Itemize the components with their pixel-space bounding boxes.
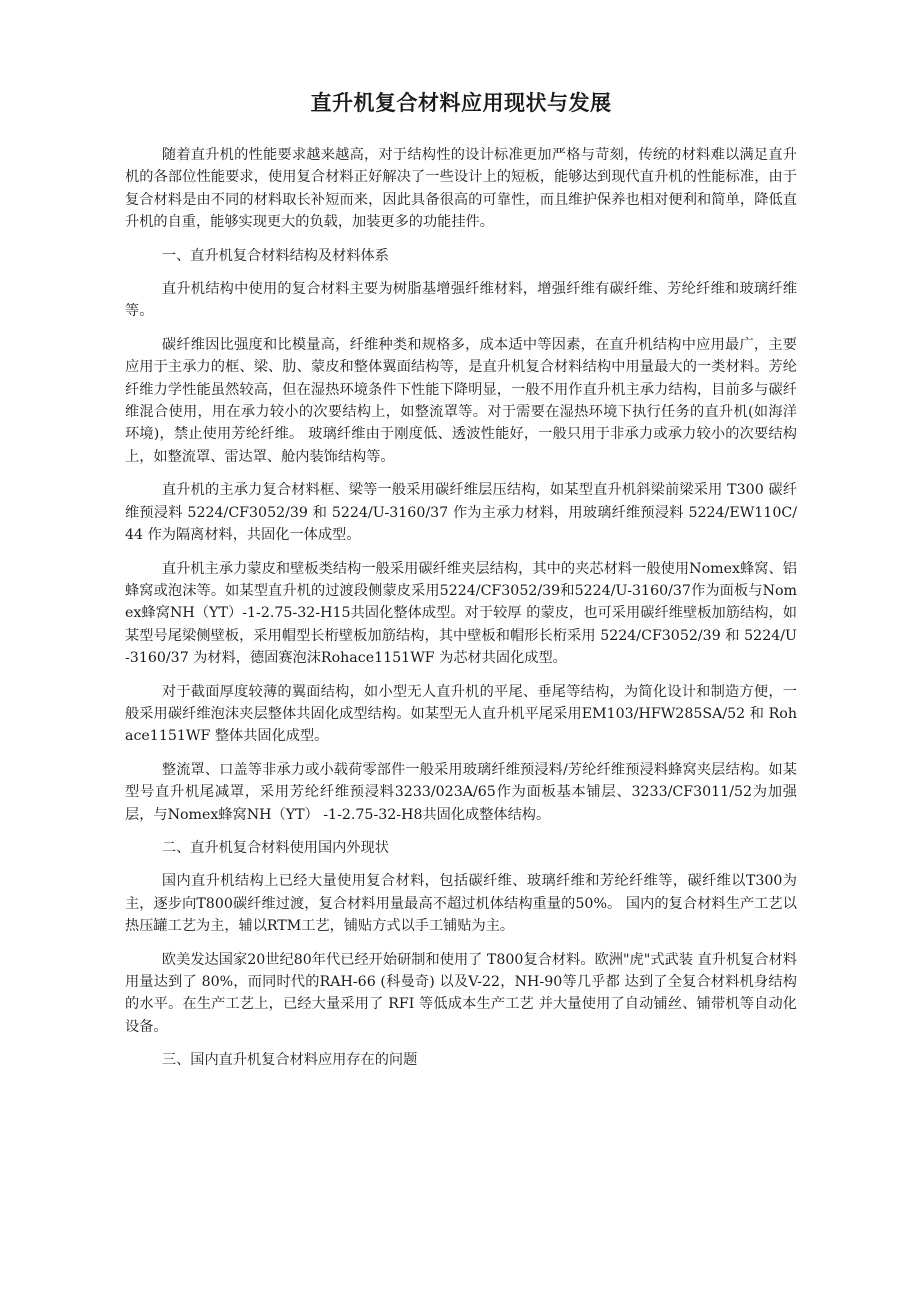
document-title: 直升机复合材料应用现状与发展: [310, 90, 612, 115]
paragraph: 随着直升机的性能要求越来越高，对于结构性的设计标准更加严格与苛刻，传统的材料难以满足直升机的各部位性能要求，使用复合材料正好解决了一些设计上的短板，能够达到现代直升机的性能标准，由于复合材料是由不同的材料取长补短而来，因此具备很高的可靠性，而且维护保养也相对便利和简单，降低直升机的自重，能够实现更大的负载，加装更多的功能挂件。: [125, 147, 797, 231]
section-heading: 一、直升机复合材料结构及材料体系: [161, 247, 389, 264]
paragraph: 直升机主承力蒙皮和壁板类结构一般采用碳纤维夹层结构，其中的夹芯材料一般使用Nomex蜂窝、铝蜂窝或泡沫等。如某型直升机的过渡段侧蒙皮采用5224/CF3052/39和5224/U-3160/37作为面板与Nomex蜂窝NH（YT）-1-2.75-32-H15共固化整体成型。对于较厚 的蒙皮，也可采用碳纤维壁板加筋结构，如某型号尾梁侧壁板，采用帽型长桁壁板加筋结构，其中壁板和帽形长桁采用 5224/CF3052/39 和 5224/U-3160/37 为材料，德固赛泡沫Rohace1151WF 为芯材共固化成型。: [125, 560, 797, 667]
paragraph: 国内直升机结构上已经大量使用复合材料，包括碳纤维、玻璃纤维和芳纶纤维等，碳纤维以T300为主，逐步向T800碳纤维过渡，复合材料用量最高不超过机体结构重量的50%。 国内的复合材料生产工艺以热压罐工艺为主，辅以RTM工艺，铺贴方式以手工铺贴为主。: [125, 873, 797, 935]
section-heading: 三、国内直升机复合材料应用存在的问题: [161, 1052, 418, 1069]
paragraph: 碳纤维因比强度和比模量高，纤维种类和规格多，成本适中等因素，在直升机结构中应用最广，主要应用于主承力的框、梁、肋、蒙皮和整体翼面结构等，是直升机复合材料结构中用量最大的一类材料。芳纶纤维力学性能虽然较高，但在湿热环境条件下性能下降明显，一般不用作直升机主承力结构，目前多与碳纤维混合使用，用在承力较小的次要结构上，如整流罩等。对于需要在湿热环境下执行任务的直升机(如海洋环境)，禁止使用芳纶纤维。 玻璃纤维由于刚度低、透波性能好，一般只用于非承力或承力较小的次要结构上，如整流罩、雷达罩、舱内装饰结构等。: [125, 336, 797, 465]
paragraph: 对于截面厚度较薄的翼面结构，如小型无人直升机的平尾、垂尾等结构，为简化设计和制造方便，一般采用碳纤维泡沫夹层整体共固化成型结构。如某型无人直升机平尾采用EM103/HFW285SA/52 和 Rohace1151WF 整体共固化成型。: [125, 683, 797, 745]
paragraph: 直升机的主承力复合材料框、梁等一般采用碳纤维层压结构，如某型直升机斜梁前梁采用 T300 碳纤维预浸料 5224/CF3052/39 和 5224/U-3160/37 作为主承力材料，用玻璃纤维预浸料 5224/EW110C/44 作为隔离材料，共固化一体成型。: [125, 482, 797, 544]
document-page: [125, 88, 797, 1083]
paragraph: 整流罩、口盖等非承力或小载荷零部件一般采用玻璃纤维预浸料/芳纶纤维预浸料蜂窝夹层结构。如某型号直升机尾减罩，采用芳纶纤维预浸料3233/023A/65作为面板基本铺层、3233/CF3011/52为加强层，与Nomex蜂窝NH（YT） -1-2.75-32-H8共固化成整体结构。: [125, 761, 797, 823]
paragraph: 直升机结构中使用的复合材料主要为树脂基增强纤维材料，增强纤维有碳纤维、芳纶纤维和玻璃纤维等。: [125, 281, 797, 320]
paragraph: 欧美发达国家20世纪80年代已经开始研制和使用了 T800复合材料。欧洲"虎"式武装 直升机复合材料用量达到了 80%，而同时代的RAH-66 (科曼奇) 以及V-22，NH-90等几乎都 达到了全复合材料机身结构的水平。在生产工艺上，已经大量采用了 RFI 等低成本生产工艺 并大量使用了自动铺丝、铺带机等自动化设备。: [125, 951, 797, 1035]
section-heading: 二、直升机复合材料使用国内外现状: [161, 839, 389, 856]
